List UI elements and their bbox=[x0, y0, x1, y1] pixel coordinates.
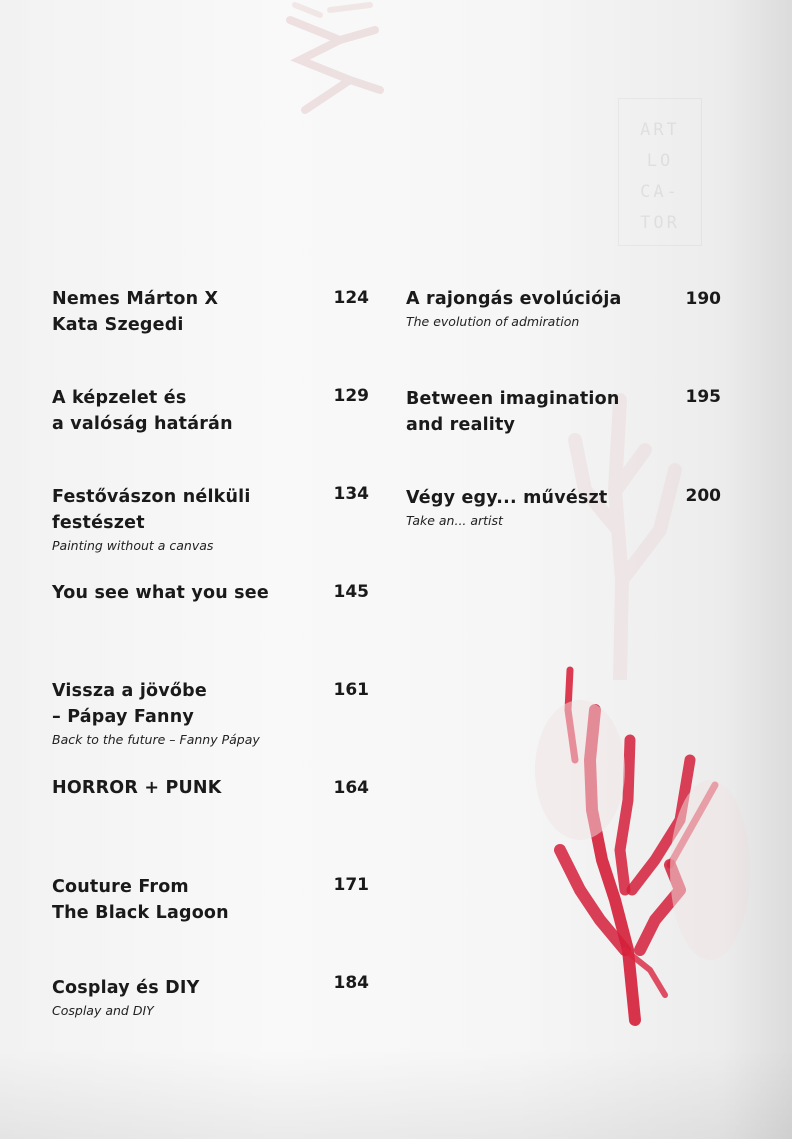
toc-entry-page-number: 195 bbox=[685, 387, 721, 407]
toc-entry-subtitle: Take an... artist bbox=[406, 513, 503, 528]
toc-entry-page-number: 161 bbox=[333, 680, 369, 700]
toc-entry-page-number: 134 bbox=[333, 484, 369, 504]
logo-line-2: LO bbox=[646, 151, 674, 171]
red-coral-plant-illustration bbox=[520, 650, 750, 1040]
toc-entry-title-line: Nemes Márton X bbox=[52, 289, 219, 309]
toc-entry-page-number: 129 bbox=[333, 386, 369, 406]
art-locator-logo-watermark bbox=[618, 98, 702, 246]
toc-entry[interactable] bbox=[52, 874, 229, 926]
toc-entry-title-line: Kata Szegedi bbox=[52, 315, 184, 335]
toc-entry-title-line: Végy egy... művészt bbox=[406, 488, 608, 508]
toc-entry-subtitle: Back to the future – Fanny Pápay bbox=[52, 732, 260, 747]
page-edge-shadow-right bbox=[722, 0, 792, 1139]
toc-entry-title-line: You see what you see bbox=[52, 583, 269, 603]
toc-entry-subtitle: Cosplay and DIY bbox=[52, 1003, 154, 1018]
toc-entry-title-line: The Black Lagoon bbox=[52, 903, 229, 923]
toc-entry-title-line: – Pápay Fanny bbox=[52, 707, 194, 727]
toc-entry[interactable] bbox=[406, 386, 620, 438]
faded-illustration-top bbox=[280, 0, 390, 140]
toc-entry[interactable] bbox=[52, 286, 218, 338]
toc-entry[interactable] bbox=[52, 484, 251, 555]
toc-entry[interactable] bbox=[52, 385, 233, 437]
page-edge-shadow-bottom bbox=[0, 1049, 792, 1139]
toc-entry-title-line: HORROR + PUNK bbox=[52, 778, 222, 798]
toc-entry-title-line: festészet bbox=[52, 513, 145, 533]
toc-entry[interactable] bbox=[406, 485, 607, 530]
toc-entry-page-number: 145 bbox=[333, 582, 369, 602]
toc-entry-page-number: 171 bbox=[333, 875, 369, 895]
logo-line-3: CA- bbox=[640, 182, 680, 202]
toc-entry-page-number: 164 bbox=[333, 778, 369, 798]
toc-entry-title-line: Between imagination bbox=[406, 389, 620, 409]
toc-entry[interactable] bbox=[52, 775, 222, 801]
toc-entry-title-line: and reality bbox=[406, 415, 516, 435]
toc-entry-subtitle: The evolution of admiration bbox=[406, 314, 580, 329]
toc-entry-page-number: 124 bbox=[333, 288, 369, 308]
toc-entry-title-line: Vissza a jövőbe bbox=[52, 681, 207, 701]
toc-entry-title-line: Cosplay és DIY bbox=[52, 978, 200, 998]
toc-entry-page-number: 190 bbox=[685, 289, 721, 309]
toc-entry[interactable] bbox=[52, 975, 199, 1020]
toc-entry-title-line: a valóság határán bbox=[52, 414, 233, 434]
toc-entry-title-line: A rajongás evolúciója bbox=[406, 289, 622, 309]
toc-entry-title-line: Couture From bbox=[52, 877, 189, 897]
logo-line-4: TOR bbox=[640, 213, 680, 233]
toc-entry[interactable] bbox=[52, 580, 269, 606]
toc-entry-page-number: 184 bbox=[333, 973, 369, 993]
toc-entry-title-line: Festővászon nélküli bbox=[52, 487, 251, 507]
toc-entry-title-line: A képzelet és bbox=[52, 388, 187, 408]
toc-entry-page-number: 200 bbox=[685, 486, 721, 506]
logo-line-1: ART bbox=[640, 120, 680, 140]
toc-entry[interactable] bbox=[406, 286, 622, 331]
toc-entry[interactable] bbox=[52, 678, 260, 749]
toc-entry-subtitle: Painting without a canvas bbox=[52, 538, 214, 553]
